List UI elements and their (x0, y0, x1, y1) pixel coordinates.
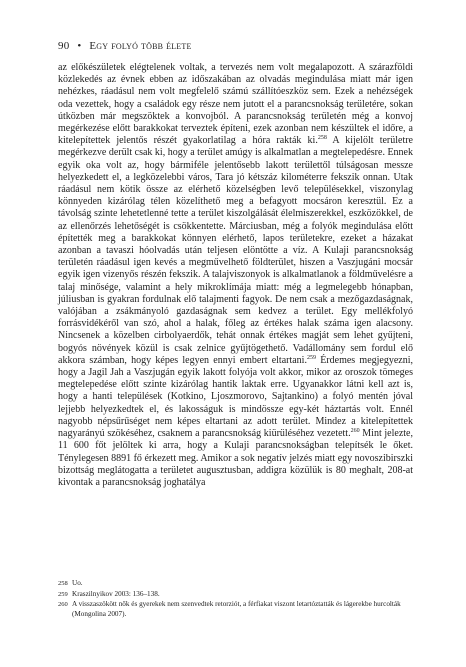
paragraph-text: Érdemes megjegyezni, hogy a Jagil Jah a Vaszjugán egyik lakott folyója volt akkor, mikor az oroszok tömeges megtelepedése előtt szinte kizárólag hantik laktak erre. Ugyanakkor látni kell azt is, hogy a hanti települések (Kotkino, Ljoszmorovo, Sajtankino) a folyó mentén jóval lejjebb helyezkedtek el, és lakosságuk is mindössze egy-két háztartás volt. Ennél nagyobb népsűrűséget nem képes eltartani az adott terület. Mindez a kitelepítettek nagyarányú szökéséhez, csaknem a parancsnokság kiürüléséhez vezetett. (58, 354, 414, 440)
running-title: Egy folyó több élete (89, 40, 192, 52)
footnote-ref[interactable]: 258 (317, 135, 327, 142)
body-paragraph (58, 62, 413, 489)
page-number: 90 (58, 40, 70, 52)
footnote-number: 260 (58, 601, 68, 609)
paragraph-text: az előkészületek elégtelenek voltak, a tervezés nem volt megalapozott. A szárazföldi közlekedés az évnek ebben az időszakában az olvadás megindulása miatt már igen nehézkes, ráadásul nem volt megfelelő számú szállítóeszköz sem. Ezek a nehézségek oda vezettek, hogy a családok egy része nem jutott el a parancsnokság területére, sokan útközben már megszöktek a konvojból. A parancsnokság területén még a konvoj megérkezése előtt barakkokat terveztek építeni, ezek azonban nem készültek el időre, a kitelepítettek jelentős részét gyakorlatilag a hóra rakták ki. (58, 62, 413, 147)
footnote-number: 258 (58, 580, 68, 587)
footnote-ref[interactable]: 259 (306, 354, 316, 361)
paragraph-text: A kijelölt területre megérkezve derült csak ki, hogy a terület amúgy is alkalmatlan a megtelepedésre. Ennek egyik oka volt az, hogy bármiféle jelentősebb lakott területtől túlságosan messze helyezkedett el, a legközelebbi város, Tara jó kétszáz kilométerre fekszik onnan. Utak ráadásul nem kötik össze az elérhető közelségben levő településekkel, viszonylag könnyeden kizárólag télen közelíthető meg a befagyott mocsáron keresztül. Ez a távolság szinte lehetetlenné tette a terület kiszolgálását élelmiszerekkel, eszközökkel, de az ellenőrzés lehetőségét is csökkentette. Márciusban, még a folyók megindulása előtt építették meg a barakkokat könnyen elérhető, lapos területekre, ezeket a házakat azonban a tavaszi hóolvadás után teljesen elöntötte a víz. A Kulaji parancsnokság területén ráadásul igen kevés a megművelhető földterület, hiszen a Vaszjugáni mocsár egyik igen vizenyős részén fekszik. A talajviszonyok is alkalmatlanok a földművelésre a talaj minősége, valamint a hely mikroklímája miatt: még a legmelegebb hónapban, júliusban is gyakran fordulnak elő talajmenti fagyok. De nem csak a mezőgazdaságnak, valójában a zsákmányoló gazdaságnak sem kedvez a terület. Egy mellékfolyó forrásvidékéről van szó, ahol a halak, főleg az értékes halak száma igen alacsony. Nincsenek a közelben cirbolyaerdők, tehát onnak értékes magját sem lehet gyűjteni, bogyós növények közül is csak zelnice gyűjtögethető. Vadállomány sem fordul elő akkora számban, hogy képes legyen ennyi embert eltartani. (58, 135, 413, 366)
footnote-text: Uo. (72, 579, 83, 587)
footnotes (58, 579, 413, 620)
footnote (58, 590, 413, 600)
paragraph-text: Mint jelezte, 11 600 főt jelöltek ki arra, hogy a Kulaji parancsnokságban telepítsék le őket. Ténylegesen 8891 fő érkezett meg. Amikor a sok negatív jelzés miatt egy novoszibirszki bizottság meglátogatta a területet augusztusban, addigra közülük is 80 meghalt, 208-at kivontak a parancsnokság joghatálya (58, 428, 413, 488)
body-text (58, 62, 413, 489)
header-bullet: • (77, 40, 82, 52)
footnote-text: A visszaszökött nők és gyerekek nem szenvedtek retorziót, a férfiakat viszont letartóztatták és lágerekbe hurcolták (Mongolina 2007). (72, 600, 401, 618)
footnote-text: Kraszilnyikov 2003: 136–138. (72, 589, 160, 598)
footnote (58, 600, 413, 619)
footnote-number: 259 (58, 590, 68, 598)
footnote (58, 579, 413, 589)
footnote-ref[interactable]: 260 (350, 428, 360, 435)
running-header (58, 40, 192, 52)
